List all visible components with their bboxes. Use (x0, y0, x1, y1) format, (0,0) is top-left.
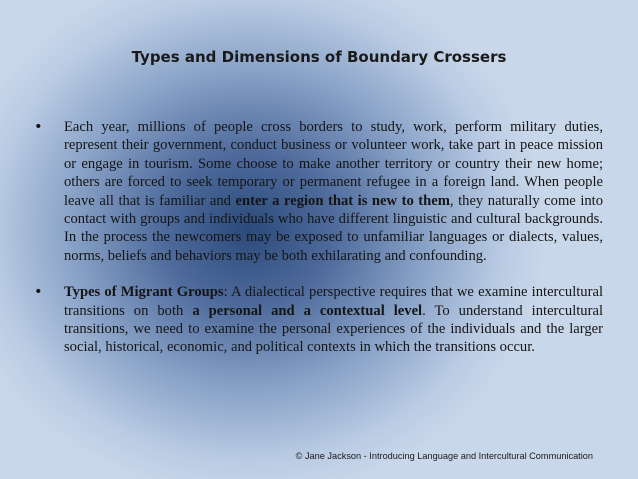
copyright-footer: © Jane Jackson - Introducing Language and Intercultural Communication (295, 451, 593, 461)
bullet-marker: • (34, 283, 43, 301)
bullet-emphasis: enter a region that is new to them (235, 192, 450, 209)
bullet-text: Each year, millions of people cross borders to study, work, perform military duties, represent their government, conduct business or volunteer work, take part in peace mission or engage in tourism. Some choose to make another territory or country their new home; others are forced to seek temporary or permanent refugee in a foreign land. When people leave all that is familiar and (64, 119, 603, 209)
bullet-item-migrant-groups (30, 283, 603, 357)
slide-title: Types and Dimensions of Boundary Crossers (131, 48, 507, 66)
bullet-emphasis: a personal and a contextual level (192, 302, 423, 319)
bullet-list (30, 118, 603, 357)
bullet-marker: • (34, 118, 43, 135)
bullet-heading: Types of Migrant Groups (64, 284, 224, 301)
bullet-text: : A dialectical perspective requires that we examine intercultural transitions on both (64, 284, 603, 319)
bullet-text: . To understand intercultural transitions, we need to examine the personal experiences of the individuals and the larger social, historical, economic, and political contexts in which the transitions occur. (64, 302, 603, 356)
bullet-text: , they naturally come into contact with groups and individuals who have different linguistic and cultural backgrounds. In the process the newcomers may be exposed to unfamiliar languages or dialects, values, norms, beliefs and behaviors may be both exhilarating and confounding. (64, 192, 604, 264)
bullet-item-boundary-crossers (30, 118, 603, 265)
